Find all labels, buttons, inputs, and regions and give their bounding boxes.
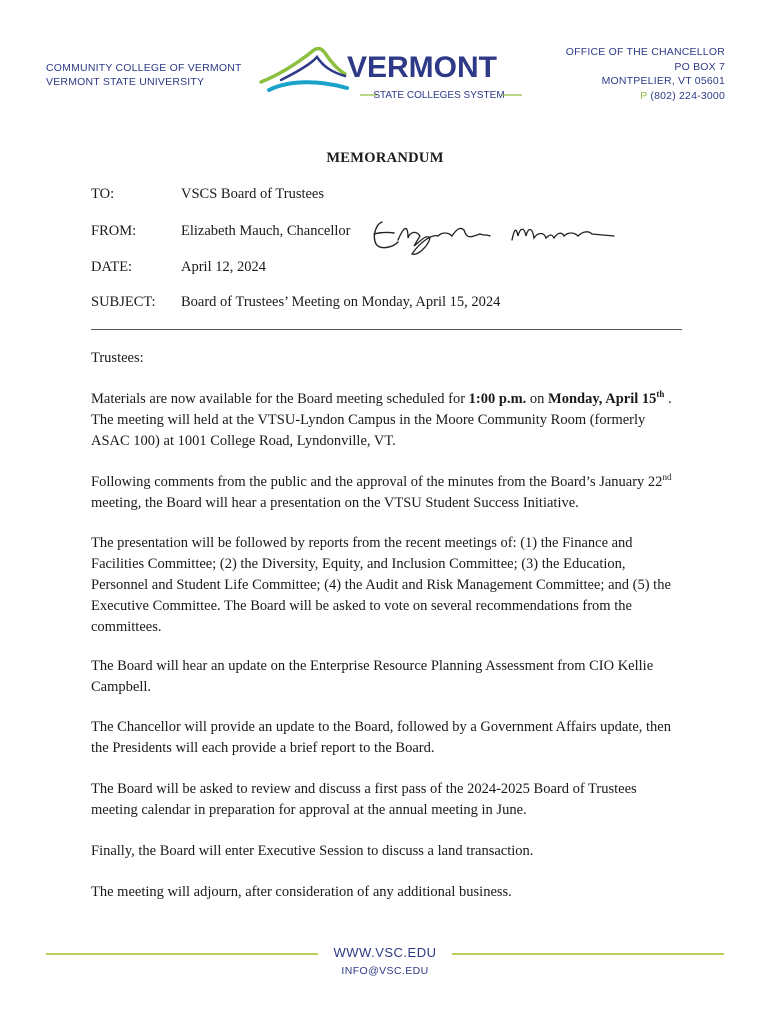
meeting-time: 1:00 p.m. <box>468 391 527 407</box>
p1-text-c: . The meeting will held at the VTSU-Lyndon Campus in the Moore Community Room (formerly ASAC 100) at 1001 College Road, Lyndonville, VT. <box>91 391 672 449</box>
date-value: April 12, 2024 <box>181 259 266 275</box>
date-label: DATE: <box>91 259 133 275</box>
header-institutions <box>46 61 242 89</box>
paragraph-chancellor-update: The Chancellor will provide an update to the Board, followed by a Government Affairs update, then the Presidents will each provide a brief report to the Board. <box>91 719 671 756</box>
to-label: TO: <box>91 186 115 202</box>
meeting-date-text: Monday, April 15 <box>548 391 657 407</box>
p1-text-a: Materials are now available for the Board meeting scheduled for <box>91 391 469 407</box>
vermont-state-colleges-logo <box>259 44 534 102</box>
logo-tagline: STATE COLLEGES SYSTEM <box>373 90 505 101</box>
paragraph-erp-update: The Board will hear an update on the Enterprise Resource Planning Assessment from CIO Kellie Campbell. <box>91 658 654 695</box>
paragraph-executive-session: Finally, the Board will enter Executive Session to discuss a land transaction. <box>91 843 534 859</box>
p1-text-b: on <box>526 391 549 407</box>
header-ccv: COMMUNITY COLLEGE OF VERMONT <box>46 62 242 74</box>
footer-email-link[interactable]: INFO@VSC.EDU <box>341 965 429 977</box>
paragraph-adjourn: The meeting will adjourn, after consideration of any additional business. <box>91 884 512 900</box>
meeting-date-suffix: th <box>656 389 665 400</box>
city-state-zip: MONTPELIER, VT 05601 <box>601 75 725 87</box>
logo-wordmark: VERMONT <box>347 51 497 84</box>
logo-mountain-green <box>261 49 345 82</box>
paragraph-calendar: The Board will be asked to review and discuss a first pass of the 2024-2025 Board of Trustees meeting calendar in preparation for approval at the annual meeting in June. <box>91 781 637 818</box>
meeting-date <box>548 391 664 407</box>
paragraph-committee-reports: The presentation will be followed by reports from the recent meetings of: (1) the Finance and Facilities Committee; (2) the Diversity, Equity, and Inclusion Committee; (3) the Education, Personnel and Student Life Committee; (4) the Audit and Risk Management Committee; and (5) the Executive Committee. The Board will be asked to vote on several recommendations from the committees. <box>91 535 671 635</box>
subject-label: SUBJECT: <box>91 294 156 310</box>
phone-prefix: P <box>640 89 648 102</box>
office-name: OFFICE OF THE CHANCELLOR <box>565 46 725 58</box>
paragraph-materials <box>91 389 681 452</box>
header-divider <box>91 329 682 330</box>
p2-text-b: meeting, the Board will hear a presentation on the VTSU Student Success Initiative. <box>91 495 579 511</box>
subject-value: Board of Trustees’ Meeting on Monday, April 15, 2024 <box>181 294 501 310</box>
footer-website-link[interactable]: WWW.VSC.EDU <box>333 945 437 960</box>
header-vtsu: VERMONT STATE UNIVERSITY <box>46 76 205 88</box>
memo-title: MEMORANDUM <box>326 150 444 166</box>
from-label: FROM: <box>91 223 137 239</box>
from-value: Elizabeth Mauch, Chancellor <box>181 223 351 239</box>
signature-image <box>368 212 618 260</box>
paragraph-public-comments <box>91 472 681 514</box>
p2-date-suffix: nd <box>662 472 672 483</box>
to-value: VSCS Board of Trustees <box>181 186 325 202</box>
logo-wave <box>269 82 347 90</box>
phone-line <box>566 89 725 104</box>
po-box: PO BOX 7 <box>674 60 725 73</box>
p2-text-a: Following comments from the public and the approval of the minutes from the Board’s January 22 <box>91 474 663 490</box>
phone-number: (802) 224-3000 <box>650 89 725 102</box>
header-office-address <box>566 45 725 103</box>
salutation: Trustees: <box>91 350 144 366</box>
